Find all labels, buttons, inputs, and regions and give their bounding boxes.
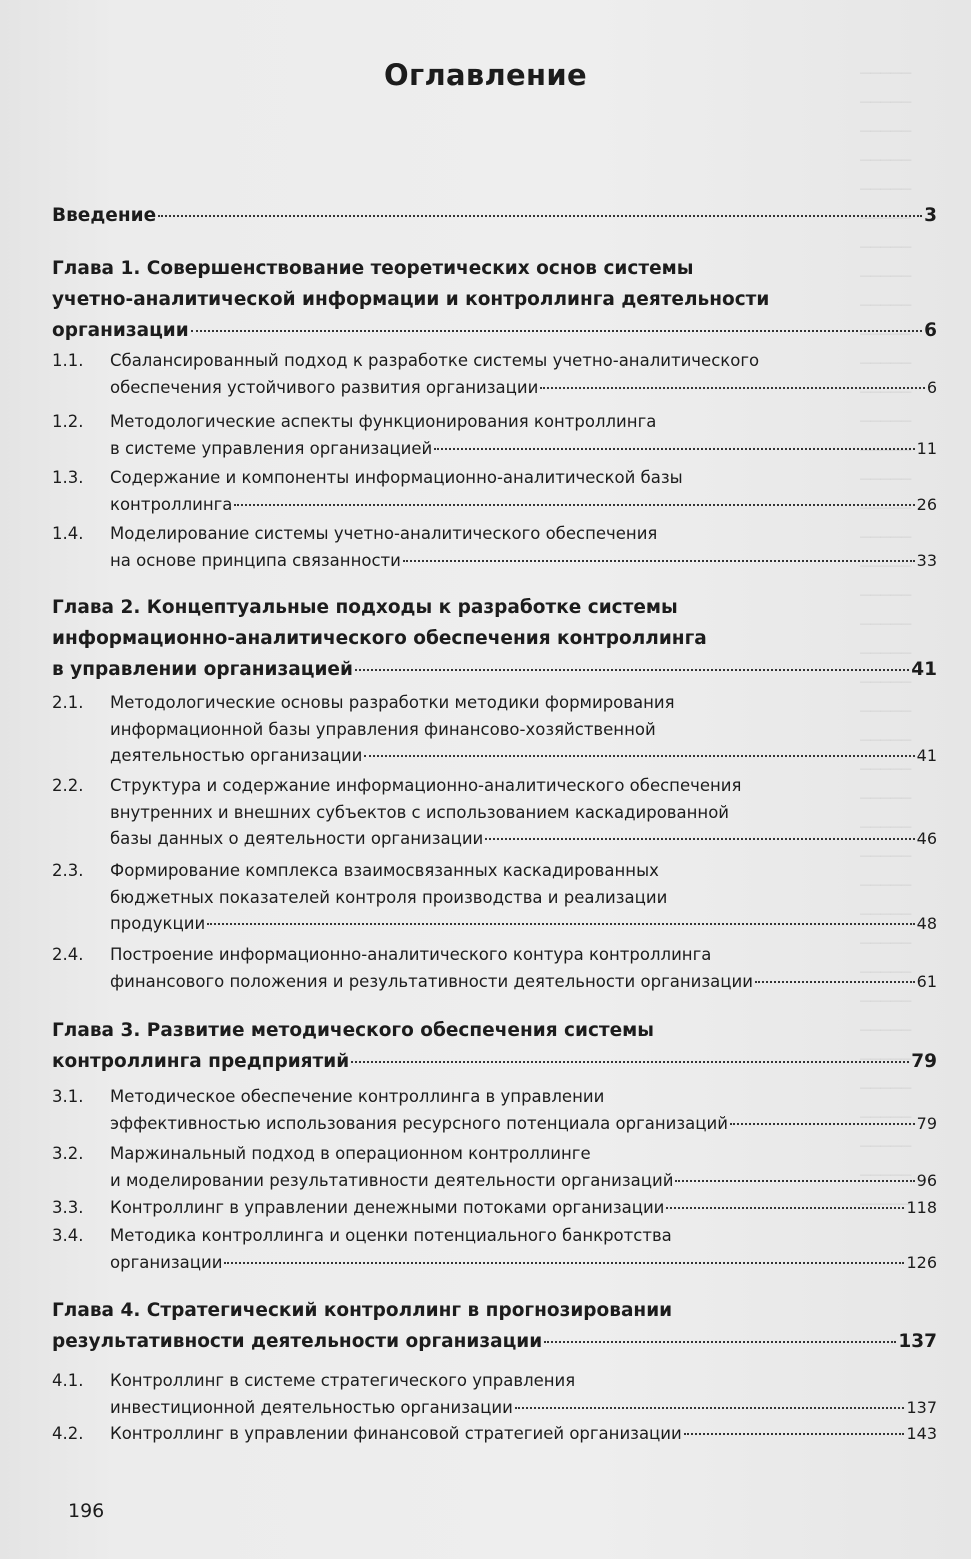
dot-leader bbox=[234, 504, 914, 506]
toc-section-3-1[interactable] bbox=[52, 1084, 937, 1137]
dot-leader bbox=[544, 1341, 896, 1343]
section-title-line: Контроллинг в управлении денежными потоками организации bbox=[110, 1198, 665, 1217]
section-title-line: Маржинальный подход в операционном контроллинге bbox=[110, 1144, 591, 1163]
section-title-line: Контроллинг в управлении финансовой стратегией организации bbox=[110, 1424, 682, 1443]
section-number: 1.2. bbox=[52, 412, 84, 431]
toc-section-2-2[interactable] bbox=[52, 773, 937, 853]
section-page: 41 bbox=[916, 746, 937, 765]
section-title-line: Методика контроллинга и оценки потенциального банкротства bbox=[110, 1226, 672, 1245]
dot-leader bbox=[515, 1407, 905, 1409]
section-number: 2.3. bbox=[52, 861, 84, 880]
toc-intro[interactable] bbox=[52, 200, 937, 231]
dot-leader bbox=[207, 923, 914, 925]
section-number: 4.1. bbox=[52, 1371, 84, 1390]
section-number: 2.1. bbox=[52, 693, 84, 712]
section-number: 3.2. bbox=[52, 1144, 84, 1163]
toc-section-4-2[interactable] bbox=[52, 1421, 937, 1448]
dot-leader bbox=[675, 1180, 914, 1182]
section-title-line: Сбалансированный подход к разработке системы учетно-аналитического bbox=[110, 351, 760, 370]
chapter-page: 137 bbox=[898, 1331, 937, 1352]
section-title-line: эффективностью использования ресурсного потенциала организаций bbox=[110, 1113, 728, 1133]
toc-section-2-1[interactable] bbox=[52, 690, 937, 770]
section-title-line: финансового положения и результативности деятельности организации bbox=[110, 971, 753, 991]
section-page: 118 bbox=[906, 1198, 937, 1217]
section-title-line: продукции bbox=[110, 914, 206, 933]
chapter-page: 6 bbox=[924, 320, 937, 341]
chapter-title-line: в управлении организацией bbox=[52, 659, 353, 680]
dot-leader bbox=[191, 330, 922, 332]
dot-leader bbox=[684, 1433, 905, 1435]
dot-leader bbox=[403, 560, 915, 562]
toc-section-1-4[interactable] bbox=[52, 521, 937, 574]
section-title-line: базы данных о деятельности организации bbox=[110, 829, 484, 848]
section-title-line: Моделирование системы учетно-аналитического обеспечения bbox=[110, 524, 658, 543]
section-title-line: Методологические основы разработки методики формирования bbox=[110, 693, 675, 712]
toc-chapter-4[interactable] bbox=[52, 1295, 937, 1357]
chapter-title-line: Глава 3. Развитие методического обеспечения системы bbox=[52, 1020, 655, 1041]
section-title-line: Методологические аспекты функционирования контроллинга bbox=[110, 412, 657, 431]
chapter-title-line: учетно-аналитической информации и контроллинга деятельности bbox=[52, 289, 770, 310]
dot-leader bbox=[485, 838, 914, 840]
section-number: 1.3. bbox=[52, 468, 84, 487]
chapter-title-line: Глава 4. Стратегический контроллинг в прогнозировании bbox=[52, 1300, 673, 1321]
section-number: 2.2. bbox=[52, 776, 84, 795]
section-title-line: инвестиционной деятельностью организации bbox=[110, 1397, 513, 1417]
toc-section-2-4[interactable] bbox=[52, 942, 937, 995]
section-title-line: внутренних и внешних субъектов с использованием каскадированной bbox=[110, 802, 730, 822]
section-page: 143 bbox=[906, 1424, 937, 1443]
section-number: 3.3. bbox=[52, 1198, 84, 1217]
toc-section-3-4[interactable] bbox=[52, 1223, 937, 1276]
page-title: Оглавление bbox=[384, 58, 587, 92]
dot-leader bbox=[730, 1123, 915, 1125]
section-title-line: Содержание и компоненты информационно-аналитической базы bbox=[110, 468, 683, 487]
section-title-line: Методическое обеспечение контроллинга в управлении bbox=[110, 1087, 605, 1106]
dot-leader bbox=[540, 387, 924, 389]
intro-label: Введение bbox=[52, 205, 157, 226]
dot-leader bbox=[158, 215, 922, 217]
intro-page: 3 bbox=[924, 205, 937, 226]
toc-section-3-3[interactable] bbox=[52, 1195, 937, 1222]
toc-section-1-1[interactable] bbox=[52, 348, 937, 401]
section-page: 137 bbox=[906, 1397, 937, 1417]
section-number: 3.1. bbox=[52, 1087, 84, 1106]
chapter-title-line: организации bbox=[52, 320, 189, 341]
section-title-line: в системе управления организацией bbox=[110, 438, 433, 458]
section-title-line: на основе принципа связанности bbox=[110, 550, 401, 570]
section-page: 79 bbox=[916, 1113, 937, 1133]
section-title-line: Формирование комплекса взаимосвязанных каскадированных bbox=[110, 861, 659, 880]
dot-leader bbox=[364, 755, 914, 757]
section-number: 4.2. bbox=[52, 1424, 84, 1443]
section-title-line: Структура и содержание информационно-аналитического обеспечения bbox=[110, 776, 742, 795]
section-title-line: бюджетных показателей контроля производства и реализации bbox=[110, 887, 668, 907]
chapter-page: 79 bbox=[911, 1051, 937, 1072]
section-number: 3.4. bbox=[52, 1226, 84, 1245]
page-number: 196 bbox=[68, 1500, 105, 1522]
section-page: 6 bbox=[926, 377, 937, 397]
dot-leader bbox=[224, 1262, 904, 1264]
toc-chapter-2[interactable] bbox=[52, 592, 937, 685]
section-page: 61 bbox=[916, 971, 937, 991]
chapter-title-line: контроллинга предприятий bbox=[52, 1051, 350, 1072]
chapter-page: 41 bbox=[911, 659, 937, 680]
section-title-line: обеспечения устойчивого развития организации bbox=[110, 377, 539, 397]
dot-leader bbox=[755, 981, 915, 983]
section-title-line: Контроллинг в системе стратегического управления bbox=[110, 1371, 576, 1390]
toc-chapter-1[interactable] bbox=[52, 253, 937, 346]
section-title-line: Построение информационно-аналитического контура контроллинга bbox=[110, 945, 712, 964]
section-title-line: деятельностью организации bbox=[110, 746, 363, 765]
toc-section-1-3[interactable] bbox=[52, 465, 937, 518]
section-title-line: и моделировании результативности деятельности организаций bbox=[110, 1170, 674, 1190]
toc-section-4-1[interactable] bbox=[52, 1368, 937, 1421]
section-number: 1.1. bbox=[52, 351, 84, 370]
bleed-through-text: ───── ───── ───── ───── ───── ───── ───── ───── ───── ───── ───── ───── ───── ───── ───── ───── ───── ───── ───── ───── ───── ───── ───── ───── ───── ───── ───── ───── ───── ───── ───── ───── ───── ───── ───── ───── ───── ───── ───── ───── bbox=[860, 64, 912, 1215]
section-page: 96 bbox=[916, 1170, 937, 1190]
dot-leader bbox=[434, 448, 914, 450]
section-page: 26 bbox=[916, 494, 937, 514]
section-page: 11 bbox=[916, 438, 937, 458]
toc-section-3-2[interactable] bbox=[52, 1141, 937, 1194]
dot-leader bbox=[351, 1061, 909, 1063]
section-page: 46 bbox=[916, 829, 937, 848]
toc-section-1-2[interactable] bbox=[52, 409, 937, 462]
section-title-line: организации bbox=[110, 1252, 223, 1272]
section-page: 126 bbox=[906, 1252, 937, 1272]
chapter-title-line: Глава 1. Совершенствование теоретических основ системы bbox=[52, 258, 694, 279]
chapter-title-line: Глава 2. Концептуальные подходы к разработке системы bbox=[52, 597, 678, 618]
section-page: 48 bbox=[916, 914, 937, 933]
chapter-title-line: результативности деятельности организации bbox=[52, 1331, 543, 1352]
chapter-title-line: информационно-аналитического обеспечения контроллинга bbox=[52, 628, 707, 649]
section-page: 33 bbox=[916, 550, 937, 570]
section-number: 2.4. bbox=[52, 945, 84, 964]
section-title-line: контроллинга bbox=[110, 494, 233, 514]
section-number: 1.4. bbox=[52, 524, 84, 543]
dot-leader bbox=[355, 669, 909, 671]
toc-chapter-3[interactable] bbox=[52, 1015, 937, 1077]
section-title-line: информационной базы управления финансово-хозяйственной bbox=[110, 719, 656, 739]
dot-leader bbox=[666, 1207, 904, 1209]
toc-section-2-3[interactable] bbox=[52, 858, 937, 938]
